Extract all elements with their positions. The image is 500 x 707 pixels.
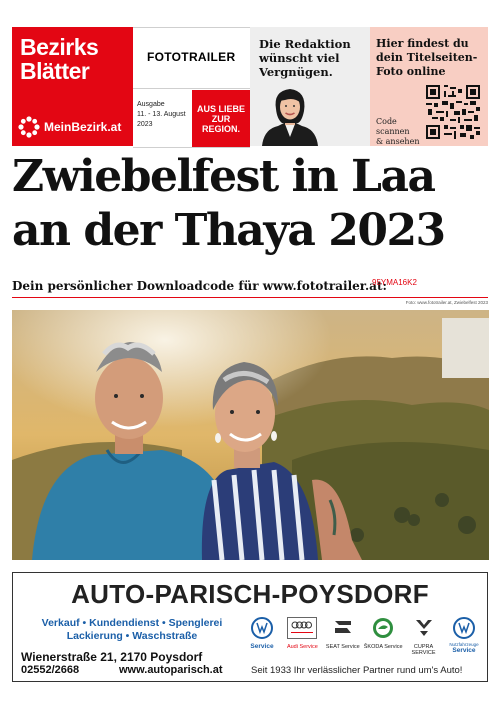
red-divider — [12, 297, 488, 298]
headline-line2: an der Thaya 2023 — [12, 205, 445, 256]
ad-phone[interactable]: 02552/2668 — [21, 664, 80, 676]
photo-credit: Foto: www.fototrailer.at, Zwiebelfest 2023 — [405, 300, 488, 305]
vw-logo-icon — [251, 617, 273, 639]
brand-cupra — [407, 617, 441, 659]
seat-logo-icon — [332, 617, 354, 639]
editor-line2: wünscht viel — [259, 51, 340, 65]
brand-audi-label: Audi Service — [286, 644, 318, 650]
issue-year: 2023 — [137, 121, 153, 128]
issue-info — [137, 100, 186, 130]
vw-commercial-logo-icon — [453, 617, 475, 639]
brand-vw — [245, 617, 279, 659]
page-headline — [12, 150, 492, 258]
qr-note-line3: & ansehen — [376, 137, 420, 146]
editor-portrait — [258, 85, 322, 146]
qr-note-line1: Code — [376, 117, 397, 126]
skoda-logo-icon — [372, 617, 394, 639]
advertisement[interactable] — [12, 572, 488, 682]
brand-name-line2: Blätter — [20, 58, 90, 84]
brand-vw-cv-sub: Nutzfahrzeuge — [449, 642, 479, 647]
qr-heading-line2: dein Titelseiten- — [376, 51, 478, 64]
headline-line1: Zwiebelfest in Laa — [12, 151, 435, 202]
slogan-line3: REGION. — [201, 123, 240, 134]
brand-seat — [326, 617, 360, 659]
issue-label: Ausgabe — [137, 101, 165, 108]
brand-skoda-label: ŠKODA Service — [363, 644, 403, 650]
site-link[interactable] — [18, 116, 121, 138]
qr-heading — [376, 37, 477, 79]
qr-heading-line1: Hier findest du — [376, 37, 469, 50]
qr-block — [370, 27, 488, 146]
download-instruction: Dein persönlicher Downloadcode für www.fototrailer.at: — [12, 279, 387, 293]
section-block — [133, 27, 250, 148]
issue-dates: 11. - 13. August — [137, 111, 186, 118]
brand-audi — [285, 617, 319, 659]
ad-services-line1: Verkauf • Kundendienst • Spenglerei — [41, 617, 223, 629]
qr-heading-line3: Foto online — [376, 65, 446, 78]
cupra-logo-icon — [413, 617, 435, 639]
brand-seat-label: SEAT Service — [325, 644, 360, 650]
qr-note-line2: scannen — [376, 127, 410, 136]
section-divider — [133, 88, 250, 89]
ad-tagline: Seit 1933 Ihr verlässlicher Partner rund um's Auto! — [251, 665, 463, 676]
brand-skoda — [363, 617, 403, 659]
brand-vw-commercial — [447, 617, 481, 659]
brand-cupra-label: CUPRA SERVICE — [411, 644, 436, 656]
site-label: MeinBezirk.at — [44, 120, 122, 134]
editor-greeting — [259, 37, 351, 79]
slogan-line1: AUS LIEBE — [196, 103, 245, 114]
cover-photo — [12, 310, 489, 560]
editor-block — [250, 27, 370, 146]
ad-title: AUTO-PARISCH-POYSDORF — [71, 579, 429, 609]
brand-vw-cv-label: Service — [452, 647, 476, 654]
editor-line3: Vergnügen. — [259, 65, 333, 79]
brand-block — [12, 27, 133, 146]
slogan-badge — [192, 90, 250, 147]
ad-services-line2: Lackierung • Waschstraße — [66, 630, 198, 642]
ad-website-link[interactable]: www.autoparisch.at — [119, 664, 223, 676]
download-code[interactable]: 95YMA16K2 — [372, 278, 417, 287]
brand-logo-row — [245, 617, 481, 659]
brand-name-line1: Bezirks — [20, 34, 99, 60]
slogan-line2: ZUR — [211, 113, 231, 124]
qr-code-icon[interactable] — [426, 85, 480, 139]
ad-address: Wienerstraße 21, 2170 Poysdorf — [21, 650, 203, 664]
photo-illustration — [12, 310, 489, 560]
editor-line1: Die Redaktion — [259, 37, 351, 51]
brand-vw-label: Service — [250, 643, 274, 650]
qr-instruction — [376, 117, 419, 147]
audi-logo-icon — [287, 617, 317, 639]
ad-services — [19, 617, 245, 643]
section-title: FOTOTRAILER — [147, 50, 236, 64]
sunflower-logo-icon — [18, 116, 40, 138]
